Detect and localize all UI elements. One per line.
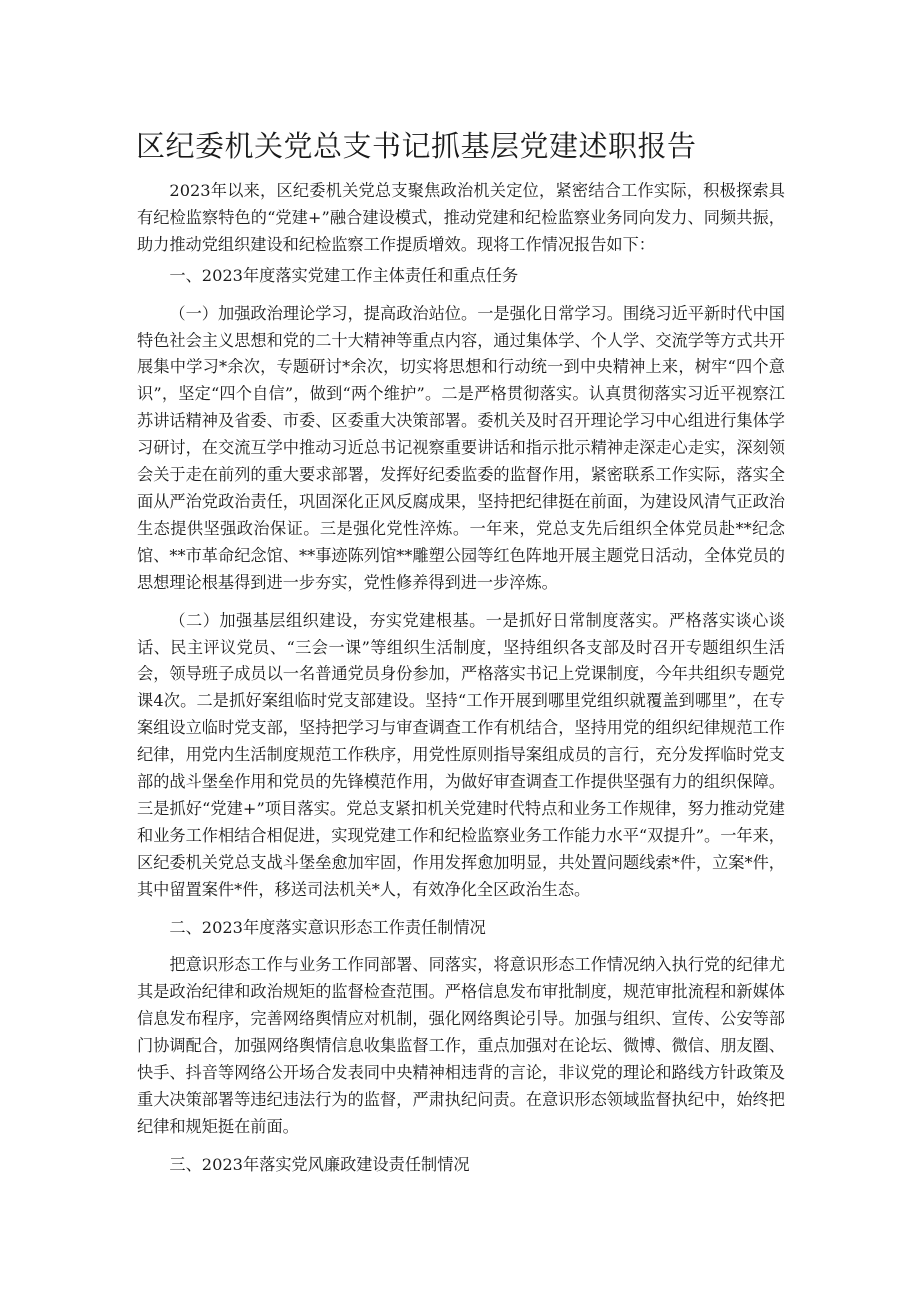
document-title: 区纪委机关党总支书记抓基层党建述职报告: [136, 129, 697, 163]
subsection-paragraph-1: （一）加强政治理论学习，提高政治站位。一是强化日常学习。围绕习近平新时代中国特色社会主义思想和党的二十大精神等重点内容，通过集体学、个人学、交流学等方式共开展集中学习*余次，专题研讨*余次，切实将思想和行动统一到中央精神上来，树牢“四个意识”，坚定“四个自信”，做到“两个维护”。二是严格贯彻落实。认真贯彻落实习近平视察江苏讲话精神及省委、市委、区委重大决策部署。委机关及时召开理论学习中心组进行集体学习研讨，在交流互学中推动习近总书记视察重要讲话和指示批示精神走深走心走实，深刻领会关于走在前列的重大要求部署，发挥好纪委监委的监督作用，紧密联系工作实际，落实全面从严治党政治责任，巩固深化正风反腐成果，坚持把纪律挺在前面，为建设风清气正政治生态提供坚强政治保证。三是强化党性淬炼。一年来，党总支先后组织全体党员赴**纪念馆、**市革命纪念馆、**事迹陈列馆**雕塑公园等红色阵地开展主题党日活动，全体党员的思想理论根基得到进一步夯实，党性修养得到进一步淬炼。: [137, 303, 785, 592]
section-heading-3: 三、2023年落实党风廉政建设责任制情况: [169, 1154, 470, 1174]
document-body: [137, 178, 785, 1179]
ideology-paragraph: 把意识形态工作与业务工作同部署、同落实，将意识形态工作情况纳入执行党的纪律尤其是政治纪律和政治规矩的监督检查范围。严格信息发布审批制度，规范审批流程和新媒体信息发布程序，完善网络舆情应对机制，强化网络舆论引导。加强与组织、宣传、公安等部门协调配合，加强网络舆情信息收集监督工作，重点加强对在论坛、微博、微信、朋友圈、快手、抖音等网络公开场合发表同中央精神相违背的言论，非议党的理论和路线方针政策及重大决策部署等违纪违法行为的监督，严肃执纪问责。在意识形态领域监督执纪中，始终把纪律和规矩挺在前面。: [137, 955, 785, 1136]
section-heading-1: 一、2023年度落实党建工作主体责任和重点任务: [169, 265, 519, 285]
section-heading-2: 二、2023年度落实意识形态工作责任制情况: [169, 917, 486, 937]
subsection-paragraph-2: （二）加强基层组织建设，夯实党建根基。一是抓好日常制度落实。严格落实谈心谈话、民主评议党员、“三会一课”等组织生活制度，坚持组织各支部及时召开专题组织生活会，领导班子成员以一名普通党员身份参加，严格落实书记上党课制度，今年共组织专题党课4次。二是抓好案组临时党支部建设。坚持“工作开展到哪里党组织就覆盖到哪里”，在专案组设立临时党支部，坚持把学习与审查调查工作有机结合，坚持用党的组织纪律规范工作纪律，用党内生活制度规范工作秩序，用党性原则指导案组成员的言行，充分发挥临时党支部的战斗堡垒作用和党员的先锋模范作用，为做好审查调查工作提供坚强有力的组织保障。三是抓好“党建+”项目落实。党总支紧扣机关党建时代特点和业务工作规律，努力推动党建和业务工作相结合相促进，实现党建工作和纪检监察业务工作能力水平“双提升”。一年来，区纪委机关党总支战斗堡垒愈加牢固，作用发挥愈加明显，共处置问题线索*件，立案*件，其中留置案件*件，移送司法机关*人，有效净化全区政治生态。: [137, 610, 785, 899]
intro-paragraph: 2023年以来，区纪委机关党总支聚焦政治机关定位，紧密结合工作实际，积极探索具有纪检监察特色的“党建+”融合建设模式，推动党建和纪检监察业务同向发力、同频共振，助力推动党组织建设和纪检监察工作提质增效。现将工作情况报告如下：: [137, 181, 785, 254]
